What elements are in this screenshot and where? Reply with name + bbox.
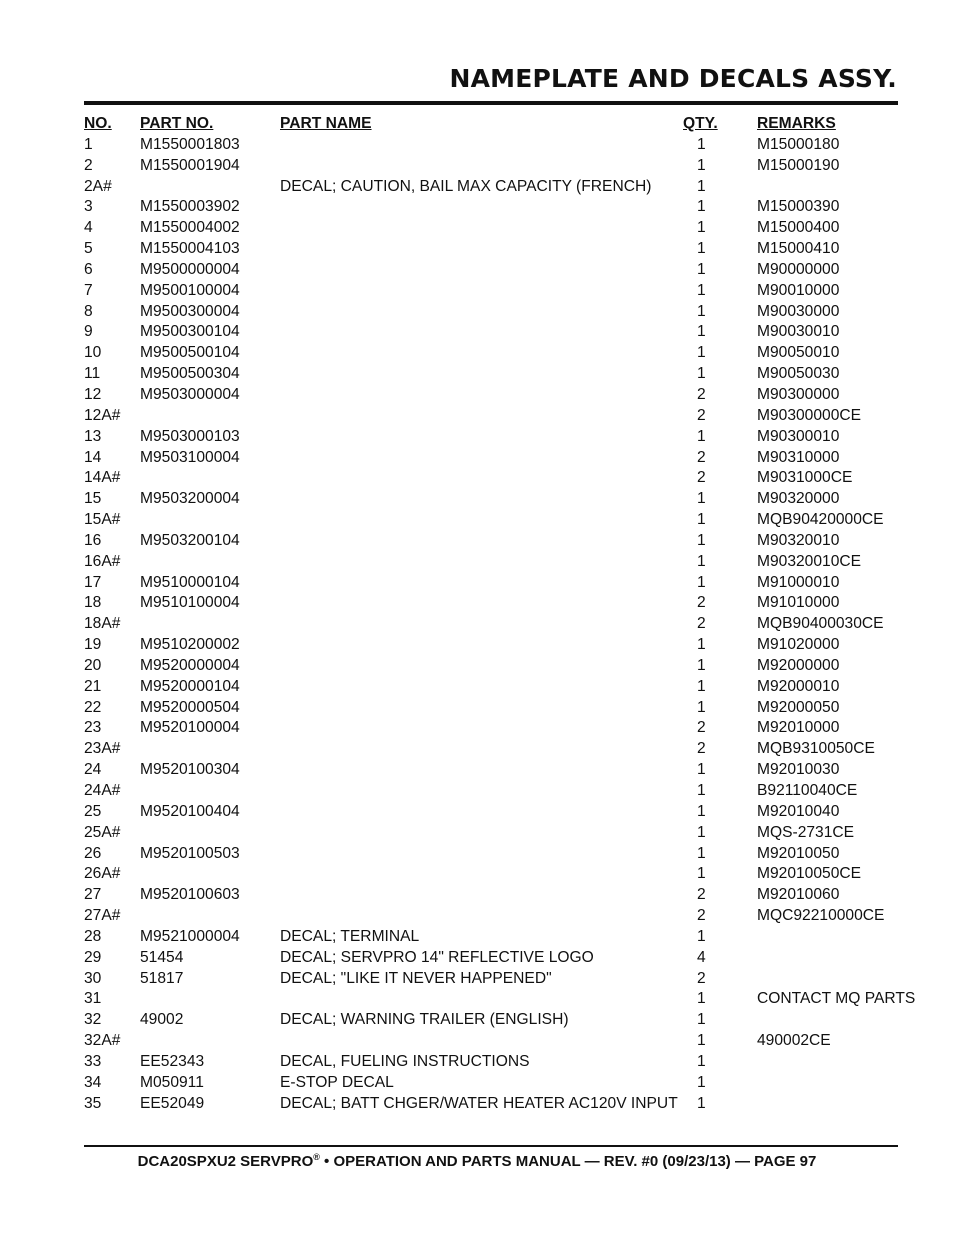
item-number: 25A# (84, 823, 121, 841)
part-number: M9520100004 (140, 719, 240, 737)
quantity: 1 (697, 1011, 706, 1029)
item-number: 18 (84, 594, 102, 612)
item-number: 26 (84, 844, 102, 862)
remarks: CONTACT MQ PARTS (757, 990, 916, 1008)
quantity: 1 (697, 1052, 706, 1070)
quantity: 1 (697, 844, 706, 862)
table-row (84, 156, 914, 177)
item-number: 10 (84, 344, 102, 362)
item-number: 13 (84, 427, 102, 445)
item-number: 2A# (84, 177, 112, 195)
header-part-name: PART NAME (280, 115, 372, 132)
item-number: 30 (84, 969, 102, 987)
quantity: 1 (697, 302, 706, 320)
table-row (84, 1010, 914, 1031)
quantity: 2 (697, 886, 706, 904)
item-number: 15 (84, 490, 102, 508)
table-row (84, 531, 914, 552)
quantity: 1 (697, 135, 706, 153)
quantity: 2 (697, 448, 706, 466)
remarks: M90320010 (757, 531, 840, 549)
part-number: M9510200002 (140, 636, 240, 654)
remarks: M92010000 (757, 719, 840, 737)
part-number: M9510000104 (140, 573, 240, 591)
item-number: 4 (84, 219, 93, 237)
quantity: 1 (697, 281, 706, 299)
part-number: EE52049 (140, 1094, 205, 1112)
footer-registered-mark: ® (313, 1152, 320, 1162)
quantity: 2 (697, 907, 706, 925)
remarks: M90300000 (757, 385, 840, 403)
remarks: MQB9310050CE (757, 740, 875, 758)
quantity: 2 (697, 719, 706, 737)
item-number: 35 (84, 1094, 102, 1112)
table-row (84, 614, 914, 635)
part-number: M050911 (140, 1073, 204, 1091)
table-row (84, 427, 914, 448)
remarks: M92010060 (757, 886, 840, 904)
quantity: 1 (697, 761, 706, 779)
item-number: 24 (84, 761, 102, 779)
remarks: M92010050CE (757, 865, 862, 883)
quantity: 1 (697, 552, 706, 570)
table-row (84, 239, 914, 260)
remarks: MQB90400030CE (757, 615, 884, 633)
part-name: DECAL, FUELING INSTRUCTIONS (280, 1052, 530, 1070)
quantity: 2 (697, 969, 706, 987)
part-number: M1550004002 (140, 219, 240, 237)
remarks: 490002CE (757, 1032, 831, 1050)
part-name: DECAL; CAUTION, BAIL MAX CAPACITY (FRENCH) (280, 177, 652, 195)
table-row (84, 406, 914, 427)
item-number: 19 (84, 636, 102, 654)
remarks: M90000000 (757, 260, 840, 278)
table-header (84, 114, 914, 135)
item-number: 5 (84, 240, 93, 258)
item-number: 27 (84, 886, 102, 904)
table-row (84, 1073, 914, 1094)
remarks: M92010030 (757, 761, 840, 779)
item-number: 18A# (84, 615, 121, 633)
table-row (84, 510, 914, 531)
table-body (84, 135, 914, 1115)
remarks: M15000390 (757, 198, 840, 216)
footer-manual-info: • OPERATION AND PARTS MANUAL — REV. #0 (09/23/13) — PAGE 97 (319, 1153, 817, 1170)
table-row (84, 1031, 914, 1052)
remarks: M15000180 (757, 135, 840, 153)
part-number: 51454 (140, 948, 184, 966)
header-part-no: PART NO. (140, 115, 214, 132)
remarks: M91000010 (757, 573, 840, 591)
header-remarks: REMARKS (757, 115, 836, 132)
remarks: M90300000CE (757, 406, 862, 424)
remarks: M90030000 (757, 302, 840, 320)
remarks: M15000190 (757, 156, 840, 174)
remarks: M9031000CE (757, 469, 853, 487)
table-row (84, 760, 914, 781)
table-row (84, 364, 914, 385)
item-number: 16A# (84, 552, 121, 570)
quantity: 1 (697, 260, 706, 278)
part-number: M9500500104 (140, 344, 240, 362)
table-row (84, 864, 914, 885)
part-number: M9503100004 (140, 448, 240, 466)
table-row (84, 969, 914, 990)
quantity: 4 (697, 948, 706, 966)
item-number: 25 (84, 802, 102, 820)
part-number: M9500300104 (140, 323, 240, 341)
part-number: M9503000004 (140, 385, 240, 403)
item-number: 34 (84, 1073, 102, 1091)
quantity: 1 (697, 677, 706, 695)
quantity: 1 (697, 511, 706, 529)
part-name: E-STOP DECAL (280, 1073, 394, 1091)
table-row (84, 343, 914, 364)
table-row (84, 593, 914, 614)
part-number: M9500100004 (140, 281, 240, 299)
footer-rule (84, 1145, 898, 1147)
table-row (84, 698, 914, 719)
item-number: 17 (84, 573, 102, 591)
table-row (84, 885, 914, 906)
part-number: 49002 (140, 1011, 184, 1029)
page-footer (0, 1152, 954, 1170)
quantity: 1 (697, 198, 706, 216)
item-number: 16 (84, 531, 102, 549)
remarks: MQB90420000CE (757, 511, 884, 529)
remarks: MQC92210000CE (757, 907, 885, 925)
item-number: 27A# (84, 907, 121, 925)
quantity: 1 (697, 344, 706, 362)
quantity: 1 (697, 698, 706, 716)
remarks: M90050010 (757, 344, 840, 362)
part-number: M9520100404 (140, 802, 240, 820)
table-row (84, 260, 914, 281)
remarks: M92000000 (757, 656, 840, 674)
remarks: M90320010CE (757, 552, 862, 570)
part-number: M9520000504 (140, 698, 240, 716)
remarks: M91010000 (757, 594, 840, 612)
part-number: M9500500304 (140, 365, 240, 383)
item-number: 6 (84, 260, 93, 278)
item-number: 15A# (84, 511, 121, 529)
table-row (84, 989, 914, 1010)
part-number: M9520100503 (140, 844, 240, 862)
part-number: M9500300004 (140, 302, 240, 320)
item-number: 32 (84, 1011, 102, 1029)
quantity: 1 (697, 1073, 706, 1091)
table-row (84, 948, 914, 969)
item-number: 12A# (84, 406, 121, 424)
table-row (84, 656, 914, 677)
table-row (84, 635, 914, 656)
quantity: 1 (697, 177, 706, 195)
remarks: M15000400 (757, 219, 840, 237)
part-number: M9520000004 (140, 656, 240, 674)
quantity: 1 (697, 1032, 706, 1050)
remarks: M92000050 (757, 698, 840, 716)
table-row (84, 1094, 914, 1115)
item-number: 14A# (84, 469, 121, 487)
part-number: M9520100304 (140, 761, 240, 779)
quantity: 2 (697, 469, 706, 487)
remarks: M90300010 (757, 427, 840, 445)
parts-table (84, 114, 914, 1115)
part-name: DECAL; BATT CHGER/WATER HEATER AC120V INPUT (280, 1094, 678, 1112)
part-number: M9503000103 (140, 427, 240, 445)
quantity: 1 (697, 365, 706, 383)
quantity: 1 (697, 490, 706, 508)
remarks: M92010050 (757, 844, 840, 862)
item-number: 12 (84, 385, 102, 403)
part-number: EE52343 (140, 1052, 205, 1070)
quantity: 1 (697, 156, 706, 174)
part-number: M1550001904 (140, 156, 240, 174)
quantity: 1 (697, 1094, 706, 1112)
part-name: DECAL; SERVPRO 14" REFLECTIVE LOGO (280, 948, 594, 966)
remarks: M90030010 (757, 323, 840, 341)
part-number: M1550001803 (140, 135, 240, 153)
header-qty: QTY. (683, 115, 718, 132)
quantity: 1 (697, 865, 706, 883)
part-number: M9520100603 (140, 886, 240, 904)
table-row (84, 302, 914, 323)
remarks: MQS-2731CE (757, 823, 855, 841)
quantity: 1 (697, 573, 706, 591)
item-number: 21 (84, 677, 102, 695)
table-row (84, 281, 914, 302)
title-rule (84, 101, 898, 105)
item-number: 32A# (84, 1032, 121, 1050)
quantity: 1 (697, 802, 706, 820)
remarks: M90050030 (757, 365, 840, 383)
remarks: M92000010 (757, 677, 840, 695)
quantity: 2 (697, 615, 706, 633)
item-number: 1 (84, 135, 93, 153)
table-row (84, 823, 914, 844)
table-row (84, 906, 914, 927)
table-row (84, 197, 914, 218)
remarks: M92010040 (757, 802, 840, 820)
part-name: DECAL; TERMINAL (280, 927, 420, 945)
quantity: 1 (697, 823, 706, 841)
item-number: 20 (84, 656, 102, 674)
quantity: 2 (697, 385, 706, 403)
part-number: M9510100004 (140, 594, 240, 612)
quantity: 1 (697, 636, 706, 654)
table-row (84, 573, 914, 594)
table-row (84, 739, 914, 760)
quantity: 2 (697, 594, 706, 612)
item-number: 8 (84, 302, 93, 320)
quantity: 1 (697, 782, 706, 799)
item-number: 28 (84, 927, 102, 945)
table-row (84, 489, 914, 510)
table-row (84, 468, 914, 489)
remarks: M90320000 (757, 490, 840, 508)
remarks: M90010000 (757, 281, 840, 299)
table-row (84, 448, 914, 469)
item-number: 9 (84, 323, 93, 341)
part-name: DECAL; "LIKE IT NEVER HAPPENED" (280, 969, 552, 987)
table-row (84, 322, 914, 343)
table-row (84, 135, 914, 156)
table-row (84, 718, 914, 739)
quantity: 1 (697, 656, 706, 674)
table-row (84, 781, 914, 802)
item-number: 23 (84, 719, 102, 737)
item-number: 31 (84, 990, 102, 1008)
remarks: M90310000 (757, 448, 840, 466)
item-number: 33 (84, 1052, 102, 1070)
table-row (84, 218, 914, 239)
item-number: 29 (84, 948, 102, 966)
remarks: M15000410 (757, 240, 840, 258)
part-number: M9521000004 (140, 927, 240, 945)
header-no: NO. (84, 115, 112, 132)
quantity: 1 (697, 927, 706, 945)
part-number: M9500000004 (140, 260, 240, 278)
item-number: 2 (84, 156, 93, 174)
table-row (84, 927, 914, 948)
item-number: 14 (84, 448, 102, 466)
table-row (84, 802, 914, 823)
table-row (84, 385, 914, 406)
quantity: 1 (697, 323, 706, 341)
footer-model: DCA20SPXU2 SERVPRO (137, 1153, 314, 1170)
item-number: 11 (84, 365, 101, 383)
item-number: 3 (84, 198, 93, 216)
part-number: M9503200004 (140, 490, 240, 508)
quantity: 1 (697, 219, 706, 237)
part-name: DECAL; WARNING TRAILER (ENGLISH) (280, 1011, 569, 1029)
item-number: 7 (84, 281, 93, 299)
remarks: B92110040CE (757, 782, 858, 799)
item-number: 23A# (84, 740, 121, 758)
item-number: 26A# (84, 865, 121, 883)
table-row (84, 1052, 914, 1073)
quantity: 1 (697, 240, 706, 258)
part-number: M1550003902 (140, 198, 240, 216)
part-number: M1550004103 (140, 240, 240, 258)
table-row (84, 552, 914, 573)
page-title: NAMEPLATE AND DECALS ASSY. (449, 64, 897, 93)
part-number: M9503200104 (140, 531, 240, 549)
part-number: M9520000104 (140, 677, 240, 695)
quantity: 1 (697, 531, 706, 549)
table-row (84, 844, 914, 865)
part-number: 51817 (140, 969, 184, 987)
item-number: 22 (84, 698, 102, 716)
table-row (84, 177, 914, 198)
quantity: 2 (697, 740, 706, 758)
remarks: M91020000 (757, 636, 840, 654)
quantity: 2 (697, 406, 706, 424)
item-number: 24A# (84, 782, 121, 799)
table-row (84, 677, 914, 698)
quantity: 1 (697, 427, 706, 445)
quantity: 1 (697, 990, 706, 1008)
